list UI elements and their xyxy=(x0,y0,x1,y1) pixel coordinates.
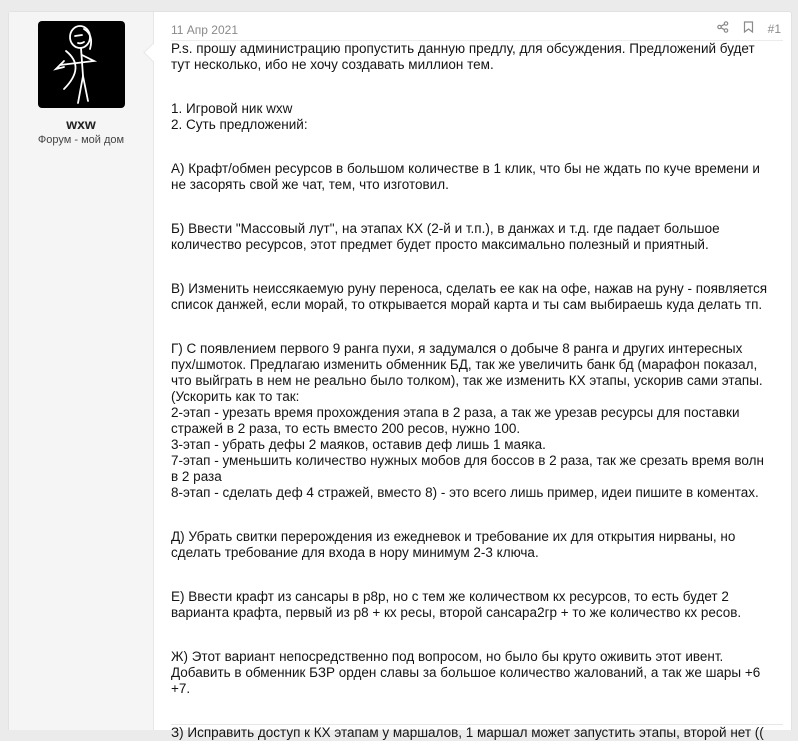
post-text-line: Е) Ввести крафт из сансары в р8р, но с тем же количеством кх ресурсов, то есть будет 2 xyxy=(171,589,729,604)
footer-divider xyxy=(171,724,783,725)
post-text-line: P.s. прошу администрацию пропустить данную предлу, для обсуждения. Предложений будет xyxy=(171,41,755,56)
post-text-line: +7. xyxy=(171,681,191,696)
post-text-line: варианта крафта, первый из р8 + кх ресы, второй сансара2гр + то же количество кх ресов. xyxy=(171,605,742,620)
post-text-line: не засорять свой же чат, тем, что изготовил. xyxy=(171,177,449,192)
post-text-line: Б) Ввести "Массовый лут", на этапах КХ (2-й и т.п.), в данжах и т.д. где падает большое xyxy=(171,221,720,236)
message-content xyxy=(163,12,791,740)
post-text-line: 2. Суть предложений: xyxy=(171,117,308,132)
share-icon[interactable] xyxy=(717,21,729,36)
post-actions xyxy=(717,21,781,36)
post-text-line: А) Крафт/обмен ресурсов в большом количестве в 1 клик, что бы не ждать по куче времени и xyxy=(171,161,760,176)
post-text-line: Добавить в обменник БЗР орден славы за большое количество жалований, а так же шары +6 xyxy=(171,665,761,680)
blank-line xyxy=(171,561,783,589)
blank-line xyxy=(171,193,783,221)
post-number-link[interactable]: #1 xyxy=(767,21,781,36)
blank-line xyxy=(171,621,783,649)
bookmark-icon[interactable] xyxy=(743,21,754,36)
post-text-line: Д) Убрать свитки перерождения из ежедневок и требование их для открытия нирваны, но xyxy=(171,529,736,544)
post-text-line: 1. Игровой ник wxw xyxy=(171,101,293,116)
post-card xyxy=(8,11,792,740)
stick-figure-archer-icon xyxy=(38,21,125,108)
blank-line xyxy=(171,133,783,161)
blank-line xyxy=(171,697,783,725)
post-text-line: список данжей, если морай, то открывается морай карта и ты сам выбираешь куда делать тп. xyxy=(171,297,763,312)
post-text-line: в 2 раза xyxy=(171,469,222,484)
blank-line xyxy=(171,73,783,101)
user-panel xyxy=(9,12,154,730)
post-text-line: Г) С появлением первого 9 ранга пухи, я задумался о добыче 8 ранга и других интересных xyxy=(171,341,743,356)
post-text-line: 3-этап - убрать дефы 2 маяков, оставив деф лишь 1 маяка. xyxy=(171,437,546,452)
post-body xyxy=(171,41,783,741)
post-text-line: Ж) Этот вариант непосредственно под вопросом, но было бы круто оживить этот ивент. xyxy=(171,649,724,664)
post-text-line: пух/шмоток. Предлагаю изменить обменник БД, так же увеличить банк бд (марафон показал, xyxy=(171,357,758,372)
post-text-line: 8-этап - сделать деф 4 стражей, вместо 8) - это всего лишь пример, идеи пишите в коментах. xyxy=(171,485,759,500)
blank-line xyxy=(171,501,783,529)
post-text-line: тут несколько, ибо не хочу создавать миллион тем. xyxy=(171,57,494,72)
post-text-line: З) Исправить доступ к КХ этапам у маршалов, 1 маршал может запустить этапы, второй нет (( xyxy=(171,725,764,740)
blank-line xyxy=(171,313,783,341)
post-text-line: что выйграть в нем не реально было толком), так же изменить КХ этапы, ускорив сами этапы. xyxy=(171,373,763,388)
post-text-line: 7-этап - уменьшить количество нужных мобов для боссов в 2 раза, так же срезать время волн xyxy=(171,453,764,468)
post-text-line: количество ресурсов, этот предмет будет просто максимально полезный и приятный. xyxy=(171,237,709,252)
post-text-line: (Ускорить как то так: xyxy=(171,389,300,404)
post-date[interactable]: 11 Апр 2021 xyxy=(171,23,238,37)
blank-line xyxy=(171,253,783,281)
avatar[interactable] xyxy=(38,21,125,108)
username[interactable]: wxw xyxy=(66,116,96,132)
user-title: Форум - мой дом xyxy=(37,134,125,146)
post-text-line: стражей в 2 раза, то есть вместо 200 ресов, нужно 100. xyxy=(171,421,521,436)
post-text-line: 2-этап - урезать время прохождения этапа в 2 раза, а так же урезав ресурсы для поставки xyxy=(171,405,740,420)
post-text-line: сделать требование для входа в нору минимум 2-3 ключа. xyxy=(171,545,539,560)
post-text-line: В) Изменить неиссякаемую руну переноса, сделать ее как на офе, нажав на руну - появляется xyxy=(171,281,768,296)
